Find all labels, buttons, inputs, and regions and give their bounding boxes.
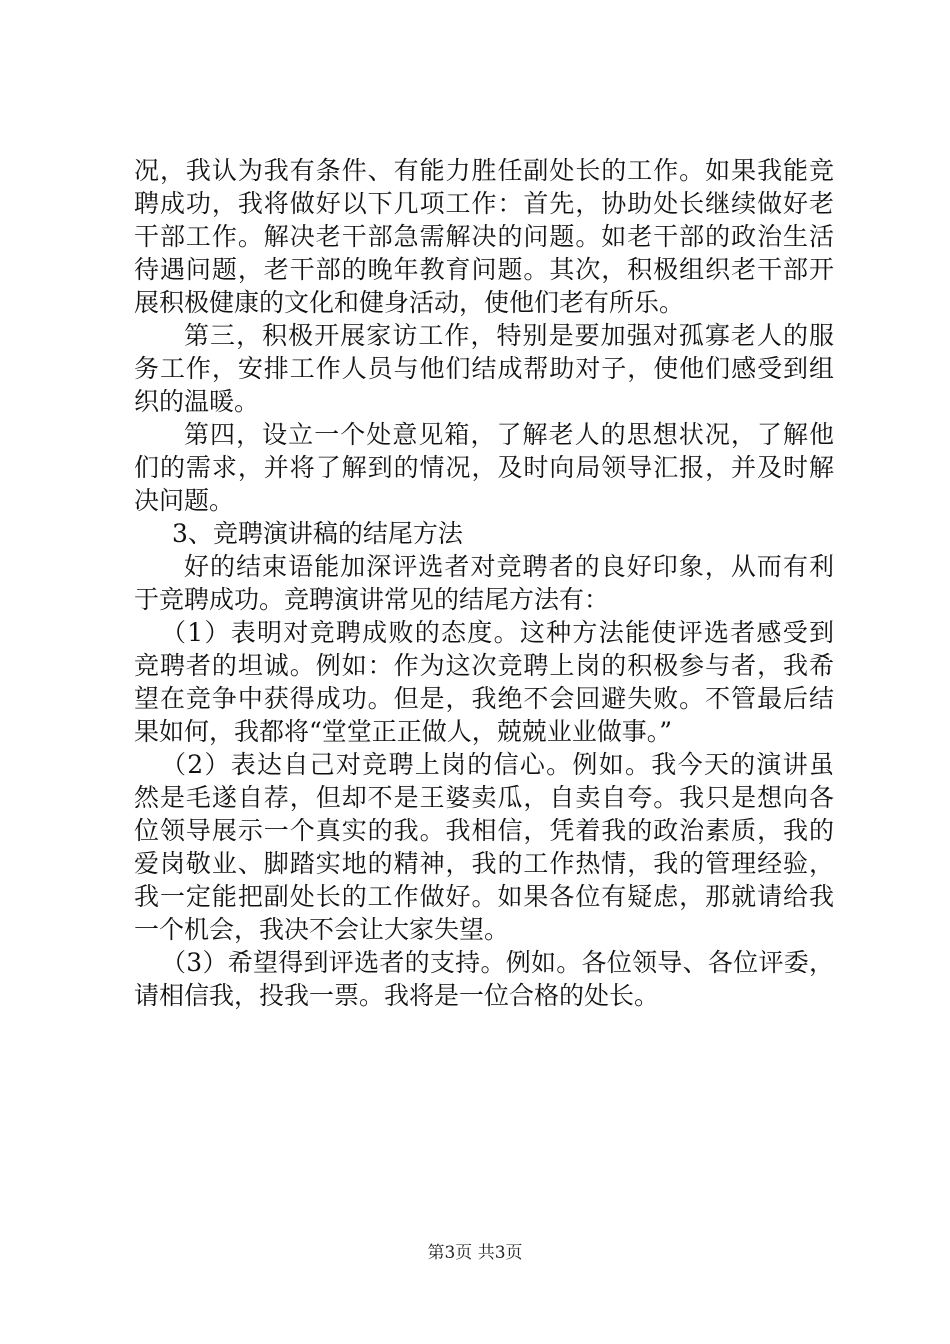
text-line: 织的温暖。 (134, 387, 260, 416)
text-line: 聘成功，我将做好以下几项工作：首先，协助处长继续做好老 (134, 189, 834, 218)
page-footer: 第3页 共3页 (427, 1243, 523, 1263)
text-line: 待遇问题，老干部的晚年教育问题。其次，积极组织老干部开 (134, 255, 834, 284)
text-line: 好的结束语能加深评选者对竞聘者的良好印象，从而有利 (184, 552, 834, 581)
text-line: 决问题。 (134, 486, 235, 515)
text-line: 望在竞争中获得成功。但是，我绝不会回避失败。不管最后结 (134, 684, 834, 713)
text-line: 果如何，我都将“堂堂正正做人，兢兢业业做事。” (134, 717, 673, 746)
text-line: （3）希望得到评选者的支持。例如。各位领导、各位评委， (161, 948, 834, 977)
text-line: 我一定能把副处长的工作做好。如果各位有疑虑，那就请给我 (134, 882, 834, 911)
section-heading: 3、竞聘演讲稿的结尾方法 (172, 519, 463, 548)
text-line: 请相信我，投我一票。我将是一位合格的处长。 (134, 981, 660, 1010)
text-line: 况，我认为我有条件、有能力胜任副处长的工作。如果我能竞 (134, 156, 834, 185)
text-line: 展积极健康的文化和健身活动，使他们老有所乐。 (134, 288, 685, 317)
text-line: 第四，设立一个处意见箱，了解老人的思想状况，了解他 (184, 420, 834, 449)
text-line: 竞聘者的坦诚。例如：作为这次竞聘上岗的积极参与者，我希 (134, 651, 834, 680)
text-line: 然是毛遂自荐，但却不是王婆卖瓜，自卖自夸。我只是想向各 (134, 783, 834, 812)
text-line: 务工作，安排工作人员与他们结成帮助对子，使他们感受到组 (134, 354, 834, 383)
text-line: （1）表明对竞聘成败的态度。这种方法能使评选者感受到 (161, 618, 834, 647)
text-line: 于竞聘成功。竞聘演讲常见的结尾方法有： (134, 585, 610, 614)
text-line: 一个机会，我决不会让大家失望。 (134, 915, 510, 944)
text-line: 第三，积极开展家访工作，特别是要加强对孤寡老人的服 (184, 321, 834, 350)
text-line: （2）表达自己对竞聘上岗的信心。例如。我今天的演讲虽 (161, 750, 834, 779)
document-body (134, 154, 834, 1012)
text-line: 爱岗敬业、脚踏实地的精神，我的工作热情，我的管理经验， (134, 849, 834, 878)
text-line: 干部工作。解决老干部急需解决的问题。如老干部的政治生活 (134, 222, 834, 251)
text-line: 位领导展示一个真实的我。我相信，凭着我的政治素质，我的 (134, 816, 834, 845)
text-line: 们的需求，并将了解到的情况，及时向局领导汇报，并及时解 (134, 453, 834, 482)
